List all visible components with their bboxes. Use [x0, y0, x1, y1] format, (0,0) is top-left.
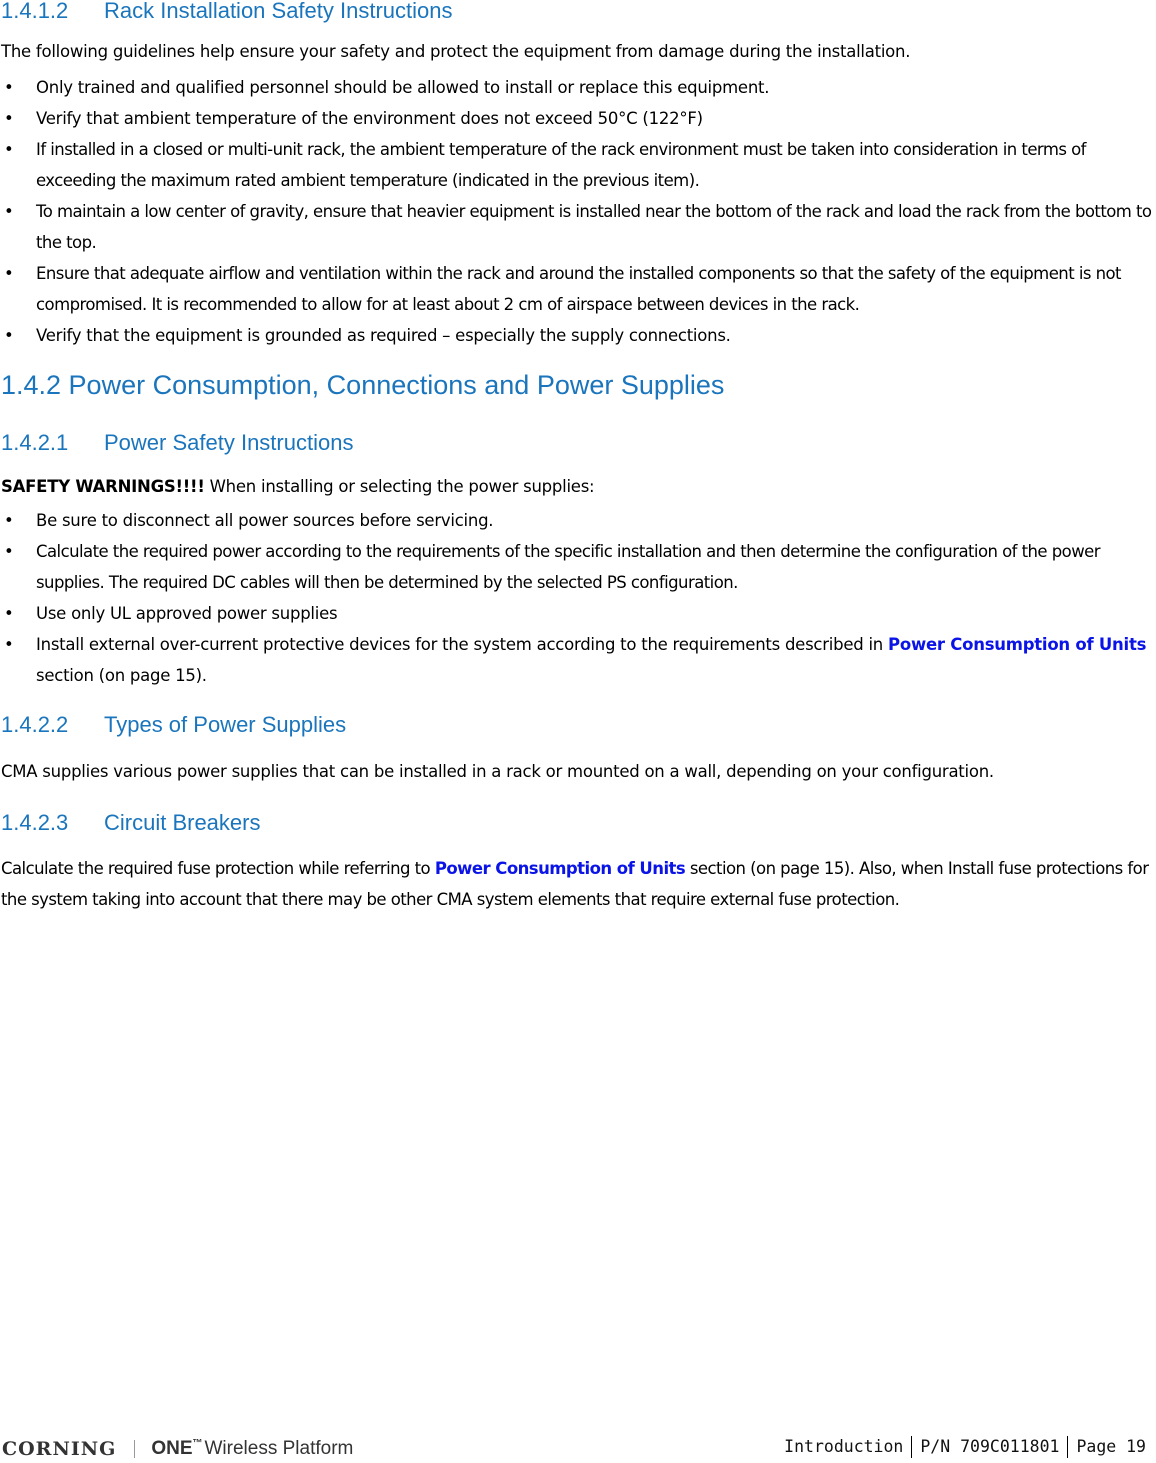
bullet-icon: •: [4, 202, 14, 221]
heading-title: Types of Power Supplies: [104, 712, 347, 737]
list-item: • To maintain a low center of gravity, ensure that heavier equipment is installed near the bottom of the rack and load the rack from the bottom to the top.: [0, 196, 1156, 258]
heading-number: 1.4.1.2: [1, 0, 69, 23]
rack-safety-list: [0, 72, 1156, 351]
rack-safety-intro: The following guidelines help ensure your safety and protect the equipment from damage during the installation.: [1, 42, 911, 61]
power-supplies-paragraph: CMA supplies various power supplies that can be installed in a rack or mounted on a wall, depending on your configuration.: [1, 762, 994, 781]
corning-logo: [2, 1438, 353, 1460]
list-item: • Verify that ambient temperature of the environment does not exceed 50°C (122°F): [0, 103, 1156, 134]
list-item: • Ensure that adequate airflow and ventilation within the rack and around the installed components so that the safety of the equipment is not compromised. It is recommended to allow for at least about 2 cm of airspace between devices in the rack.: [0, 258, 1156, 320]
heading-rack-installation-safety: [1, 0, 453, 24]
bullet-icon: •: [4, 635, 14, 654]
list-item: • Install external over-current protective devices for the system according to the requirements described in Power Consumption of Units section (on page 15).: [0, 629, 1156, 691]
safety-warning-paragraph: SAFETY WARNINGS!!!! When installing or selecting the power supplies:: [1, 477, 595, 496]
heading-circuit-breakers: [1, 810, 260, 836]
bullet-icon: •: [4, 264, 14, 283]
footer-info: [784, 1436, 1146, 1458]
heading-number: 1.4.2.3: [1, 810, 69, 835]
list-item: • Be sure to disconnect all power sources before servicing.: [0, 505, 1156, 536]
list-item: • If installed in a closed or multi-unit rack, the ambient temperature of the rack environment must be taken into consideration in terms of exceeding the maximum rated ambient temperature (indicated in the previous item).: [0, 134, 1156, 196]
logo-divider: [134, 1440, 135, 1458]
heading-title: Rack Installation Safety Instructions: [104, 0, 453, 23]
list-item: • Only trained and qualified personnel should be allowed to install or replace this equipment.: [0, 72, 1156, 103]
bullet-icon: •: [4, 326, 14, 345]
list-item: • Verify that the equipment is grounded as required – especially the supply connections.: [0, 320, 1156, 351]
power-consumption-link[interactable]: Power Consumption of Units: [888, 635, 1147, 654]
heading-number: 1.4.2.2: [1, 712, 69, 737]
bullet-icon: •: [4, 109, 14, 128]
heading-power-consumption: 1.4.2 Power Consumption, Connections and Power Supplies: [1, 370, 725, 400]
heading-number: 1.4.2.1: [1, 430, 69, 455]
list-item: • Use only UL approved power supplies: [0, 598, 1156, 629]
footer-part-number: P/N 709C011801: [920, 1436, 1060, 1456]
footer-page-number: Page 19: [1076, 1436, 1146, 1456]
power-consumption-link[interactable]: Power Consumption of Units: [434, 859, 686, 878]
safety-warning-label: SAFETY WARNINGS!!!!: [1, 477, 205, 496]
brand-wordmark: CORNING: [2, 1438, 117, 1460]
bullet-icon: •: [4, 542, 14, 561]
bullet-icon: •: [4, 604, 14, 623]
footer-divider: [1067, 1436, 1068, 1458]
heading-types-of-power-supplies: [1, 712, 346, 738]
bullet-icon: •: [4, 511, 14, 530]
power-safety-list: [0, 505, 1156, 691]
footer-divider: [911, 1436, 912, 1458]
bullet-icon: •: [4, 140, 14, 159]
heading-power-safety: [1, 430, 353, 456]
product-one: ONE™: [151, 1438, 203, 1459]
bullet-icon: •: [4, 78, 14, 97]
heading-title: Power Safety Instructions: [104, 430, 354, 455]
circuit-breakers-paragraph: Calculate the required fuse protection while referring to Power Consumption of Units section (on page 15). Also, when Install fuse protections for the system taking into account that there may be other CMA system elements that require external fuse protection.: [1, 859, 1149, 909]
product-name: Wireless Platform: [204, 1438, 354, 1459]
page-footer: [0, 1434, 1156, 1460]
heading-title: Circuit Breakers: [104, 810, 261, 835]
footer-section: Introduction: [784, 1436, 904, 1456]
list-item: • Calculate the required power according to the requirements of the specific installation and then determine the configuration of the power supplies. The required DC cables will then be determined by the selected PS configuration.: [0, 536, 1156, 598]
